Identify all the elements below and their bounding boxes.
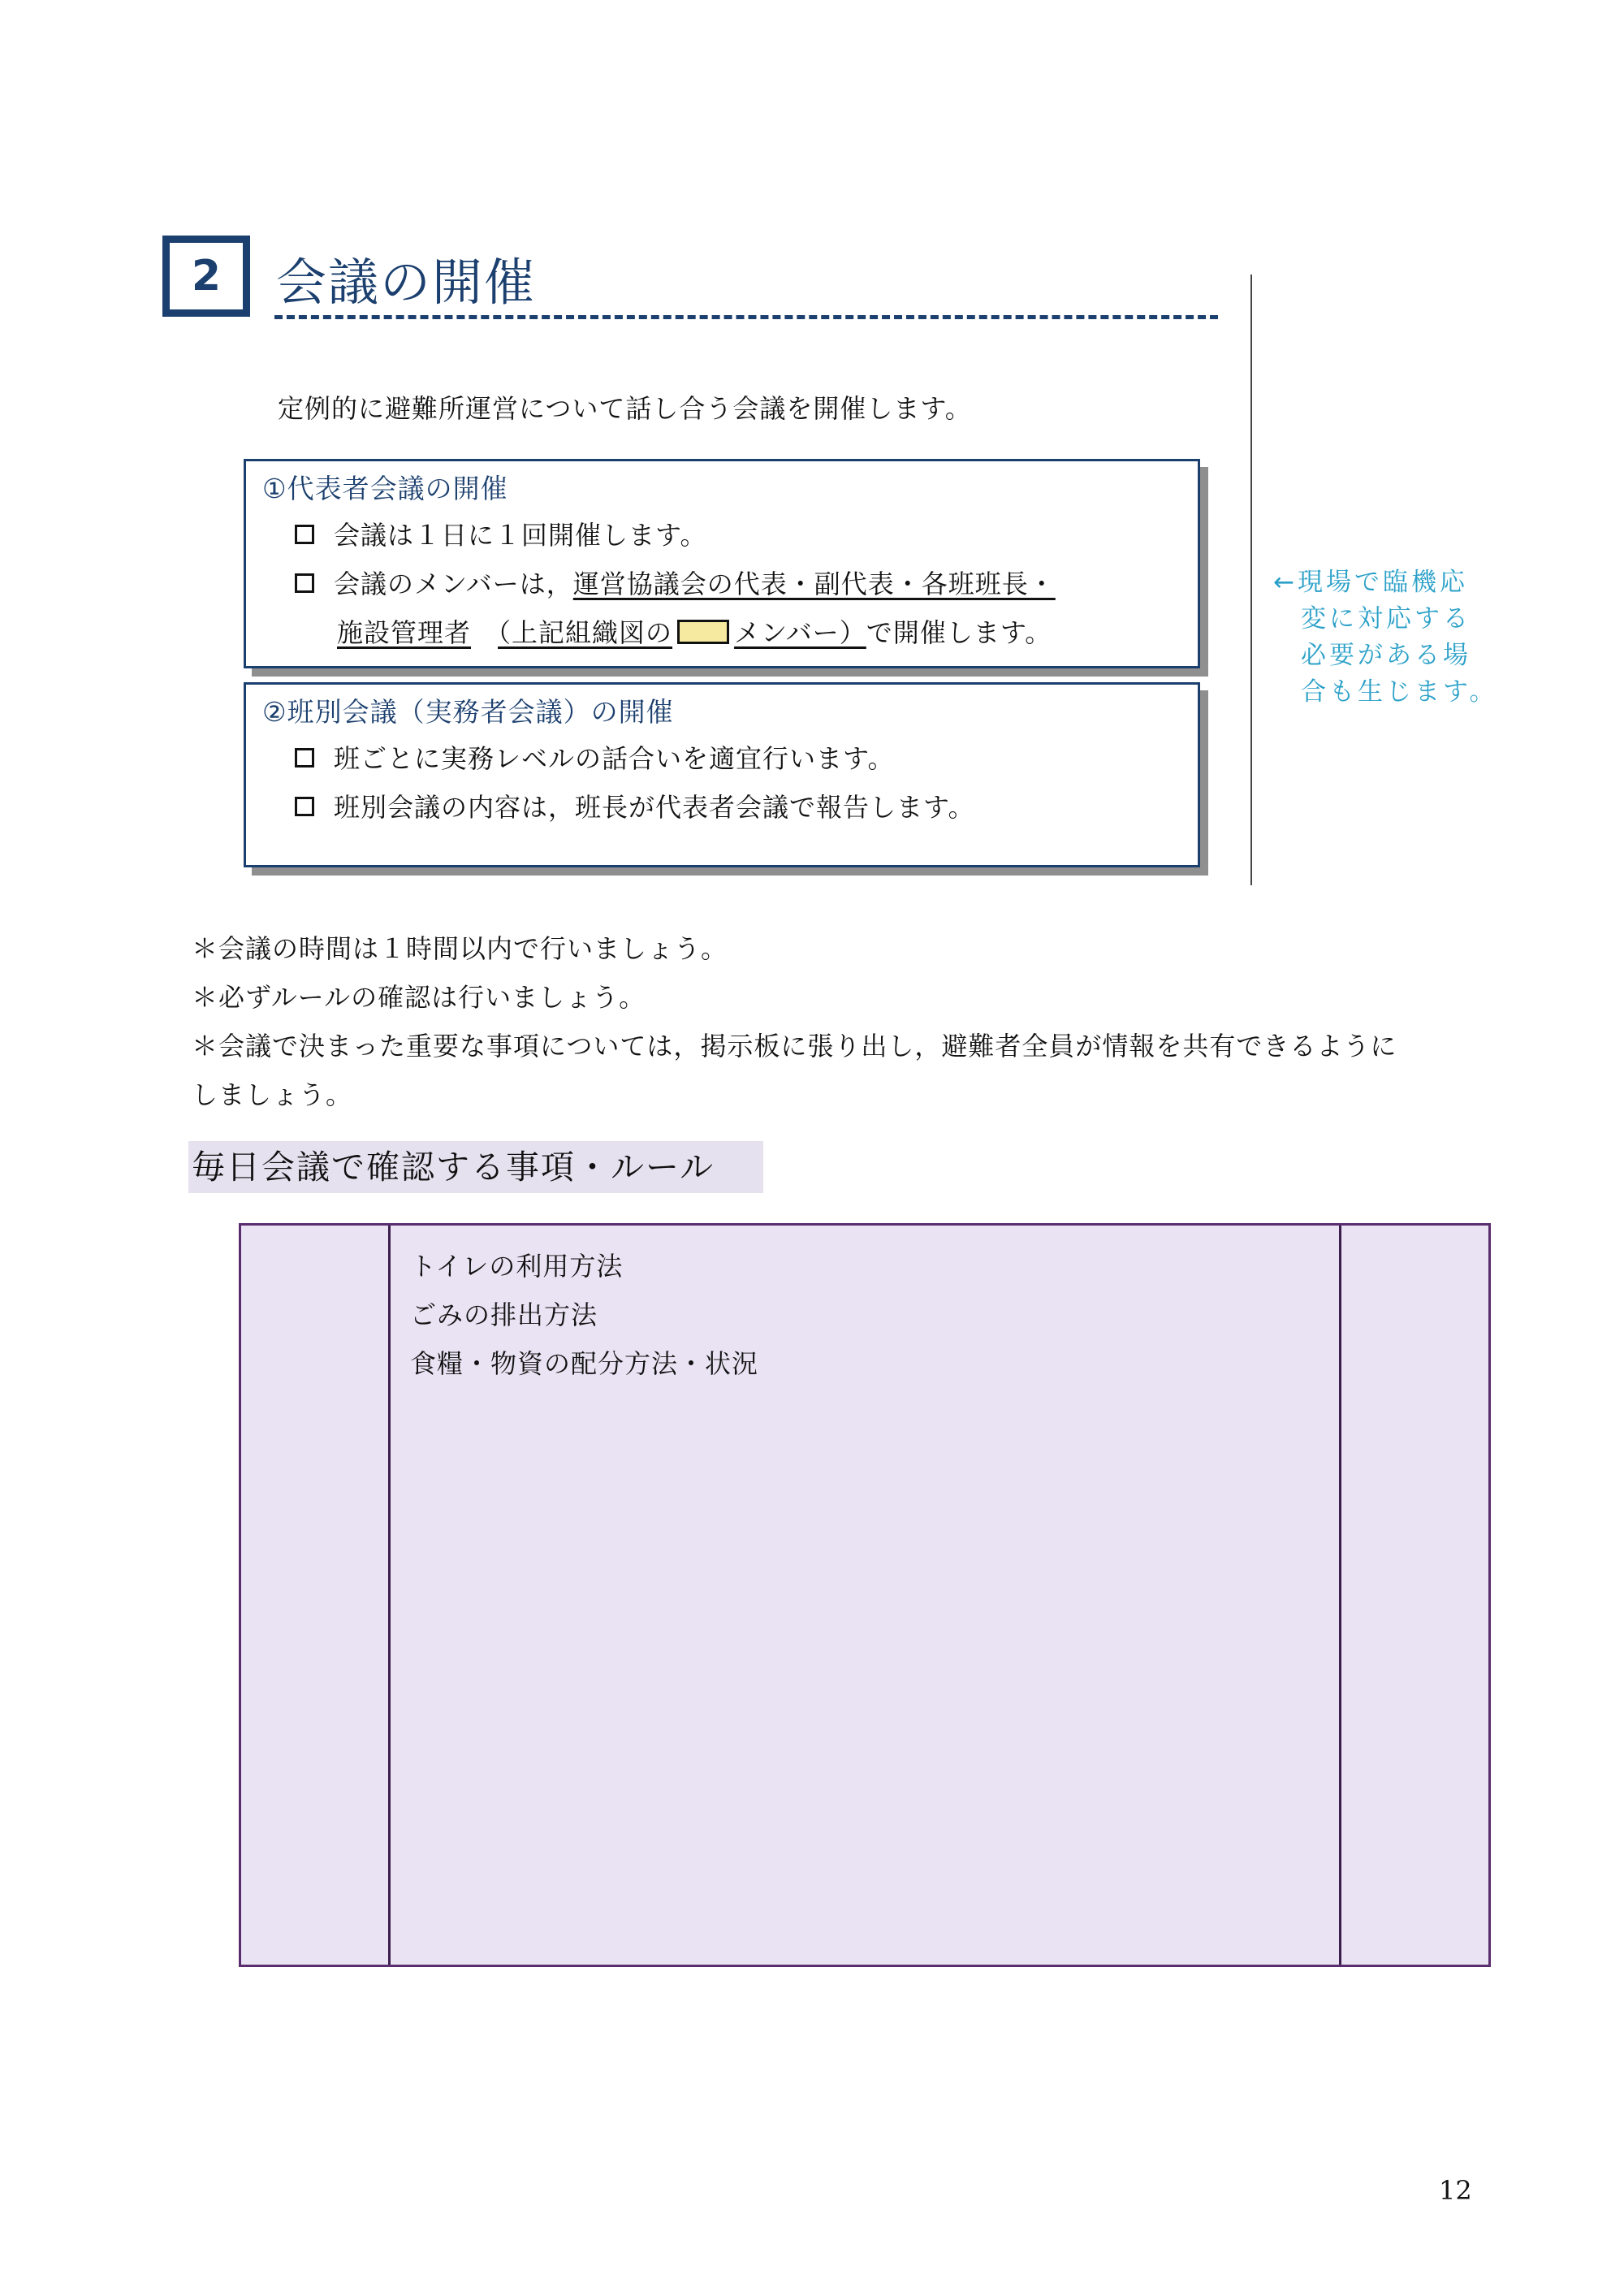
rules-list-item: トイレの利用方法 — [410, 1251, 624, 1282]
vertical-divider — [1250, 275, 1252, 885]
side-note-line: 合も生じます。 — [1301, 677, 1498, 707]
note-line: ＊会議で決まった重要な事項については，掲示板に張り出し，避難者全員が情報を共有できるように — [192, 1031, 1397, 1062]
representative-meeting-box — [244, 459, 1200, 668]
item-text-underlined: 運営協議会の代表・副代表・各班班長・ — [572, 569, 1056, 599]
rules-list — [410, 1242, 758, 1388]
section-dashed-rule — [274, 315, 1218, 319]
note-line: しましょう。 — [192, 1079, 353, 1110]
item-text: 会議のメンバーは， — [334, 569, 573, 599]
group-meeting-title: ②班別会議（実務者会議）の開催 — [262, 696, 674, 728]
item-text: 班別会議の内容は，班長が代表者会議で報告します。 — [334, 792, 975, 823]
rules-list-item: ごみの排出方法 — [410, 1299, 598, 1330]
checklist-item — [295, 515, 706, 552]
side-note-line: 必要がある場 — [1301, 641, 1471, 670]
rules-heading: 毎日会議で確認する事項・ルール — [188, 1141, 763, 1193]
item-text-underlined: （上記組織図の — [498, 617, 673, 648]
section-number-badge: 2 — [162, 236, 250, 317]
checklist-item — [295, 738, 894, 776]
item-text: 会議は１日に１回開催します。 — [334, 520, 707, 551]
checkbox-icon — [295, 797, 314, 816]
group-meeting-box — [244, 682, 1200, 867]
side-note-line: ←現場で臨機応 — [1273, 568, 1468, 597]
checklist-item-continuation — [337, 612, 1052, 650]
item-text: 班ごとに実務レベルの話合いを適宜行います。 — [334, 743, 895, 774]
checklist-item — [295, 564, 1056, 601]
side-note — [1273, 564, 1509, 711]
section-title: 会議の開催 — [276, 253, 537, 312]
meeting-notes — [192, 924, 1507, 1119]
rules-table — [239, 1223, 1491, 1967]
checkbox-icon — [295, 525, 314, 544]
item-text: で開催します。 — [866, 617, 1052, 648]
checkbox-icon — [295, 748, 314, 767]
rules-table-left-column — [241, 1226, 391, 1965]
note-line: ＊必ずルールの確認は行いましょう。 — [192, 982, 646, 1013]
rules-list-item: 食糧・物資の配分方法・状況 — [410, 1348, 759, 1379]
note-line: ＊会議の時間は１時間以内で行いましょう。 — [192, 933, 728, 964]
checklist-item — [295, 787, 974, 824]
representative-meeting-title: ①代表者会議の開催 — [262, 473, 508, 504]
item-text-underlined: メンバー） — [734, 617, 866, 648]
side-note-line: 変に対応する — [1301, 604, 1471, 633]
item-text-gap — [471, 617, 498, 648]
item-text-underlined: 施設管理者 — [337, 617, 472, 648]
legend-swatch-icon — [677, 620, 729, 644]
page-number: 12 — [1439, 2175, 1472, 2206]
checkbox-icon — [295, 573, 314, 593]
intro-text: 定例的に避難所運営について話し合う会議を開催します。 — [278, 393, 972, 424]
rules-table-right-column — [1339, 1226, 1488, 1965]
